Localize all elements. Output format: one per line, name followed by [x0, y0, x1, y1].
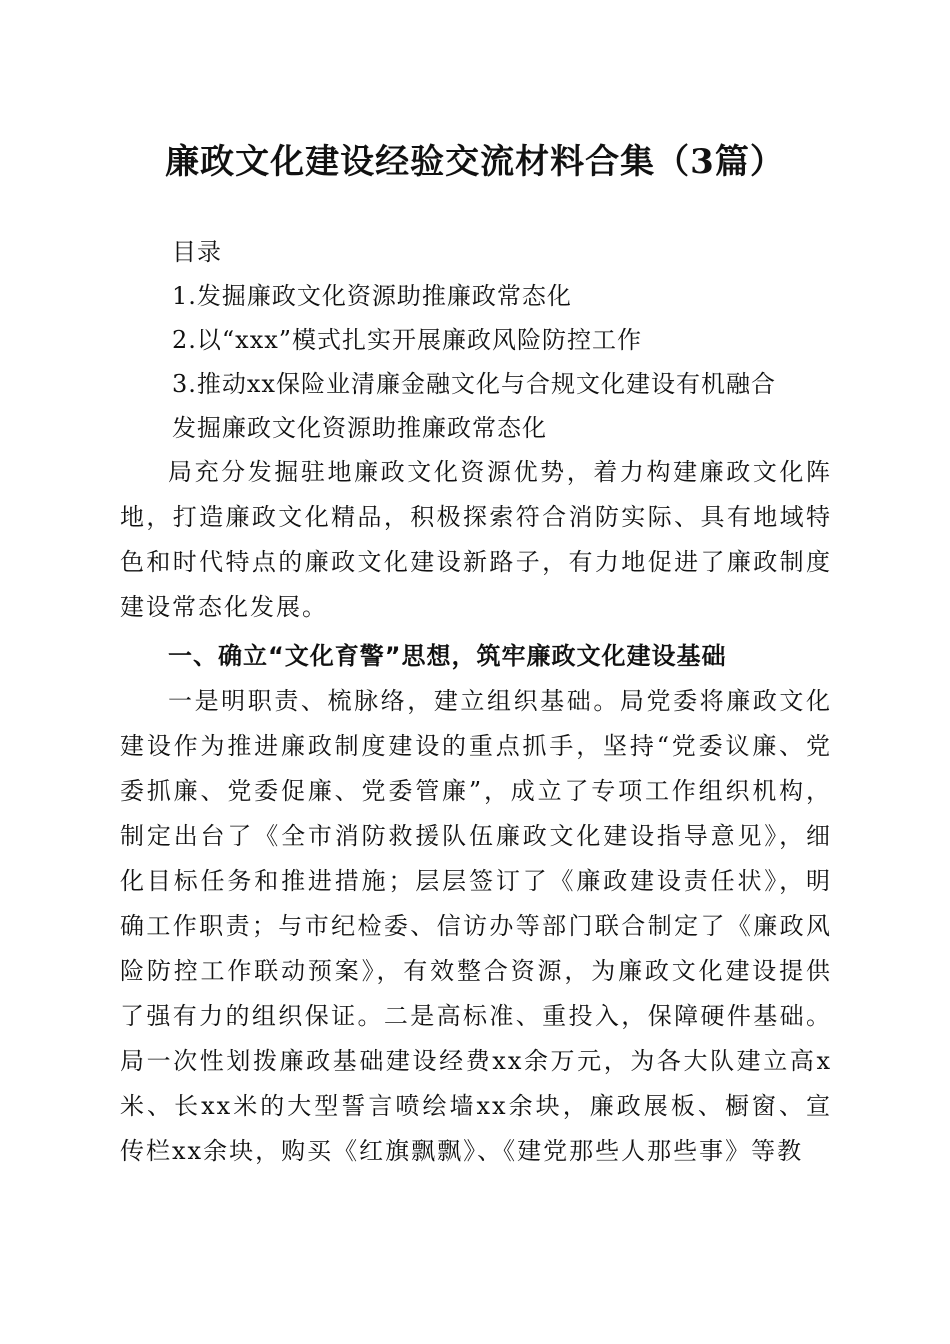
- table-of-contents: [172, 230, 832, 450]
- section-1-paragraph: 一是明职责、梳脉络，建立组织基础。局党委将廉政文化建设作为推进廉政制度建设的重点抓手，坚持“党委议廉、党委抓廉、党委促廉、党委管廉”，成立了专项工作组织机构，制定出台了《全市消防救援队伍廉政文化建设指导意见》，细化目标任务和推进措施；层层签订了《廉政建设责任状》，明确工作职责；与市纪检委、信访办等部门联合制定了《廉政风险防控工作联动预案》，有效整合资源，为廉政文化建设提供了强有力的组织保证。二是高标准、重投入，保障硬件基础。局一次性划拨廉政基础建设经费xx余万元，为各大队建立高x米、长xx米的大型誓言喷绘墙xx余块，廉政展板、橱窗、宣传栏xx余块，购买《红旗飘飘》、《建党那些人那些事》等教: [120, 687, 832, 1165]
- toc-item-2: 2.以“xxx”模式扎实开展廉政风险防控工作: [172, 326, 643, 354]
- intro-paragraph: 局充分发掘驻地廉政文化资源优势，着力构建廉政文化阵地，打造廉政文化精品，积极探索符合消防实际、具有地域特色和时代特点的廉政文化建设新路子，有力地促进了廉政制度建设常态化发展。: [120, 458, 832, 621]
- toc-label: 目录: [172, 238, 222, 266]
- article-title: 发掘廉政文化资源助推廉政常态化: [172, 414, 547, 442]
- toc-item-3: 3.推动xx保险业清廉金融文化与合规文化建设有机融合: [172, 370, 776, 398]
- toc-item-1: 1.发掘廉政文化资源助推廉政常态化: [172, 282, 572, 310]
- section-heading-1: 一、确立“文化育警”思想，筑牢廉政文化建设基础: [168, 642, 727, 670]
- article-body: [120, 450, 832, 1174]
- document-title: 廉政文化建设经验交流材料合集（3篇）: [165, 142, 785, 182]
